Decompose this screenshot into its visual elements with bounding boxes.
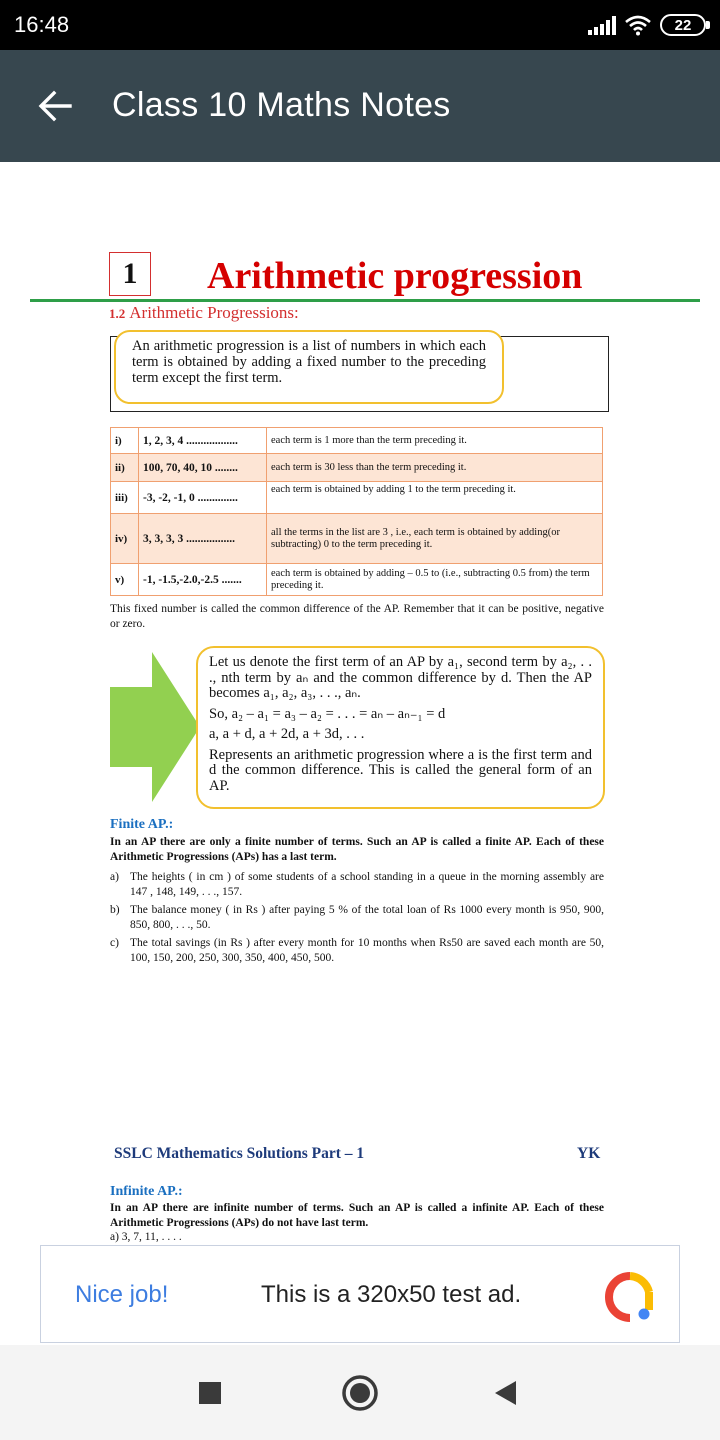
- list-item: [110, 870, 604, 900]
- navigation-bar: [0, 1345, 720, 1440]
- signal-icon: [588, 15, 616, 35]
- list-item: [110, 903, 604, 933]
- section-title: [109, 303, 299, 323]
- page-footer-title: SSLC Mathematics Solutions Part – 1: [114, 1145, 365, 1162]
- list-text: The heights ( in cm ) of some students of a school standing in a queue in the morning assembly are 147 , 148, 149, . . ., 157.: [130, 871, 604, 898]
- list-text: The total savings (in Rs ) after every month for 10 months when Rs50 are saved each month are 50, 100, 150, 200, 250, 300, 350, 400, 450, 500.: [130, 937, 604, 964]
- status-bar: [0, 0, 720, 50]
- common-difference-note: This fixed number is called the common difference of the AP. Remember that it can be positive, negative or zero.: [110, 603, 604, 630]
- table-row: [111, 564, 603, 596]
- section-title-text: Arithmetic Progressions:: [129, 303, 299, 322]
- document-page[interactable]: [0, 162, 720, 1245]
- list-marker: a): [110, 871, 119, 883]
- table-row: [111, 428, 603, 454]
- example-sequence: 1, 2, 3, 4 ..................: [139, 428, 267, 454]
- table-row: [111, 482, 603, 514]
- chapter-title: Arithmetic progression: [207, 255, 583, 297]
- example-sequence: 100, 70, 40, 10 ........: [139, 454, 267, 482]
- definition-box: An arithmetic progression is a list of numbers in which each term is obtained by adding a fixed number to the preceding term except the first term.: [114, 330, 504, 404]
- general-form-text: Let us denote the first term of an AP by a₁, second term by a₂, . . ., nth term by aₙ and the common difference by d. Then the AP becomes a₁, a₂, a₃, . . ., aₙ.: [209, 654, 592, 701]
- finite-ap-title: Finite AP.:: [110, 817, 174, 832]
- divider: [30, 299, 700, 302]
- example-sequence: -1, -1.5,-2.0,-2.5 .......: [139, 564, 267, 596]
- example-number: iii): [111, 482, 139, 514]
- example-number: v): [111, 564, 139, 596]
- examples-table: [110, 427, 603, 596]
- ad-headline: Nice job!: [75, 1281, 169, 1308]
- battery-icon: [660, 14, 706, 36]
- infinite-ap-first-item: a) 3, 7, 11, . . . .: [110, 1231, 182, 1243]
- example-description: each term is 30 less than the term preceding it.: [267, 454, 603, 482]
- table-row: [111, 454, 603, 482]
- recents-square-icon[interactable]: [186, 1369, 234, 1417]
- example-description: each term is obtained by adding – 0.5 to (i.e., subtracting 0.5 from) the term preceding it.: [267, 564, 603, 596]
- ad-banner[interactable]: [40, 1245, 680, 1343]
- example-description: each term is 1 more than the term preceding it.: [267, 428, 603, 454]
- finite-ap-list: [110, 870, 604, 969]
- ad-banner-area: [0, 1245, 720, 1345]
- list-marker: c): [110, 937, 119, 949]
- home-circle-icon[interactable]: [336, 1369, 384, 1417]
- example-description: each term is obtained by adding 1 to the term preceding it.: [267, 482, 603, 514]
- ad-logo-icon: [603, 1270, 657, 1324]
- battery-level: 22: [674, 16, 692, 34]
- app-bar: [0, 50, 720, 162]
- table-row: [111, 514, 603, 564]
- infinite-ap-title: Infinite AP.:: [110, 1184, 183, 1199]
- general-form-explanation: Represents an arithmetic progression where a is the first term and d the common difference. This is called the general form of an AP.: [209, 746, 592, 794]
- list-text: The balance money ( in Rs ) after paying 5 % of the total loan of Rs 1000 every month is 950, 900, 850, 800, . . ., 50.: [130, 904, 604, 931]
- wifi-icon: [624, 14, 652, 36]
- section-number: 1.2: [109, 306, 126, 321]
- back-triangle-icon[interactable]: [482, 1369, 530, 1417]
- back-arrow-icon[interactable]: [30, 82, 78, 130]
- page-footer-initials: YK: [577, 1145, 601, 1162]
- list-marker: b): [110, 904, 120, 916]
- example-number: i): [111, 428, 139, 454]
- page-title: Class 10 Maths Notes: [112, 86, 451, 124]
- example-description: all the terms in the list are 3 , i.e., each term is obtained by adding(or subtracting) 0 to the term preceding it.: [267, 514, 603, 564]
- green-arrow-icon: [110, 652, 200, 802]
- general-form-sequence: a, a + d, a + 2d, a + 3d, . . .: [209, 726, 365, 742]
- example-sequence: 3, 3, 3, 3 .................: [139, 514, 267, 564]
- status-time: 16:48: [14, 12, 70, 37]
- example-sequence: -3, -2, -1, 0 ..............: [139, 482, 267, 514]
- status-icons: [588, 13, 706, 37]
- infinite-ap-description: In an AP there are infinite number of terms. Such an AP is called a infinite AP. Each of these Arithmetic Progressions (APs) do not have last term.: [110, 1202, 604, 1229]
- general-form-box: [196, 646, 605, 809]
- finite-ap-description: In an AP there are only a finite number of terms. Such an AP is called a finite AP. Each of these Arithmetic Progressions (APs) has a last term.: [110, 836, 604, 863]
- general-form-equation: So, a₂ – a₁ = a₃ – a₂ = . . . = aₙ – aₙ₋₁ = d: [209, 705, 446, 722]
- chapter-number: 1: [109, 252, 151, 296]
- example-number: ii): [111, 454, 139, 482]
- example-number: iv): [111, 514, 139, 564]
- ad-text: This is a 320x50 test ad.: [261, 1281, 522, 1308]
- list-item: [110, 936, 604, 966]
